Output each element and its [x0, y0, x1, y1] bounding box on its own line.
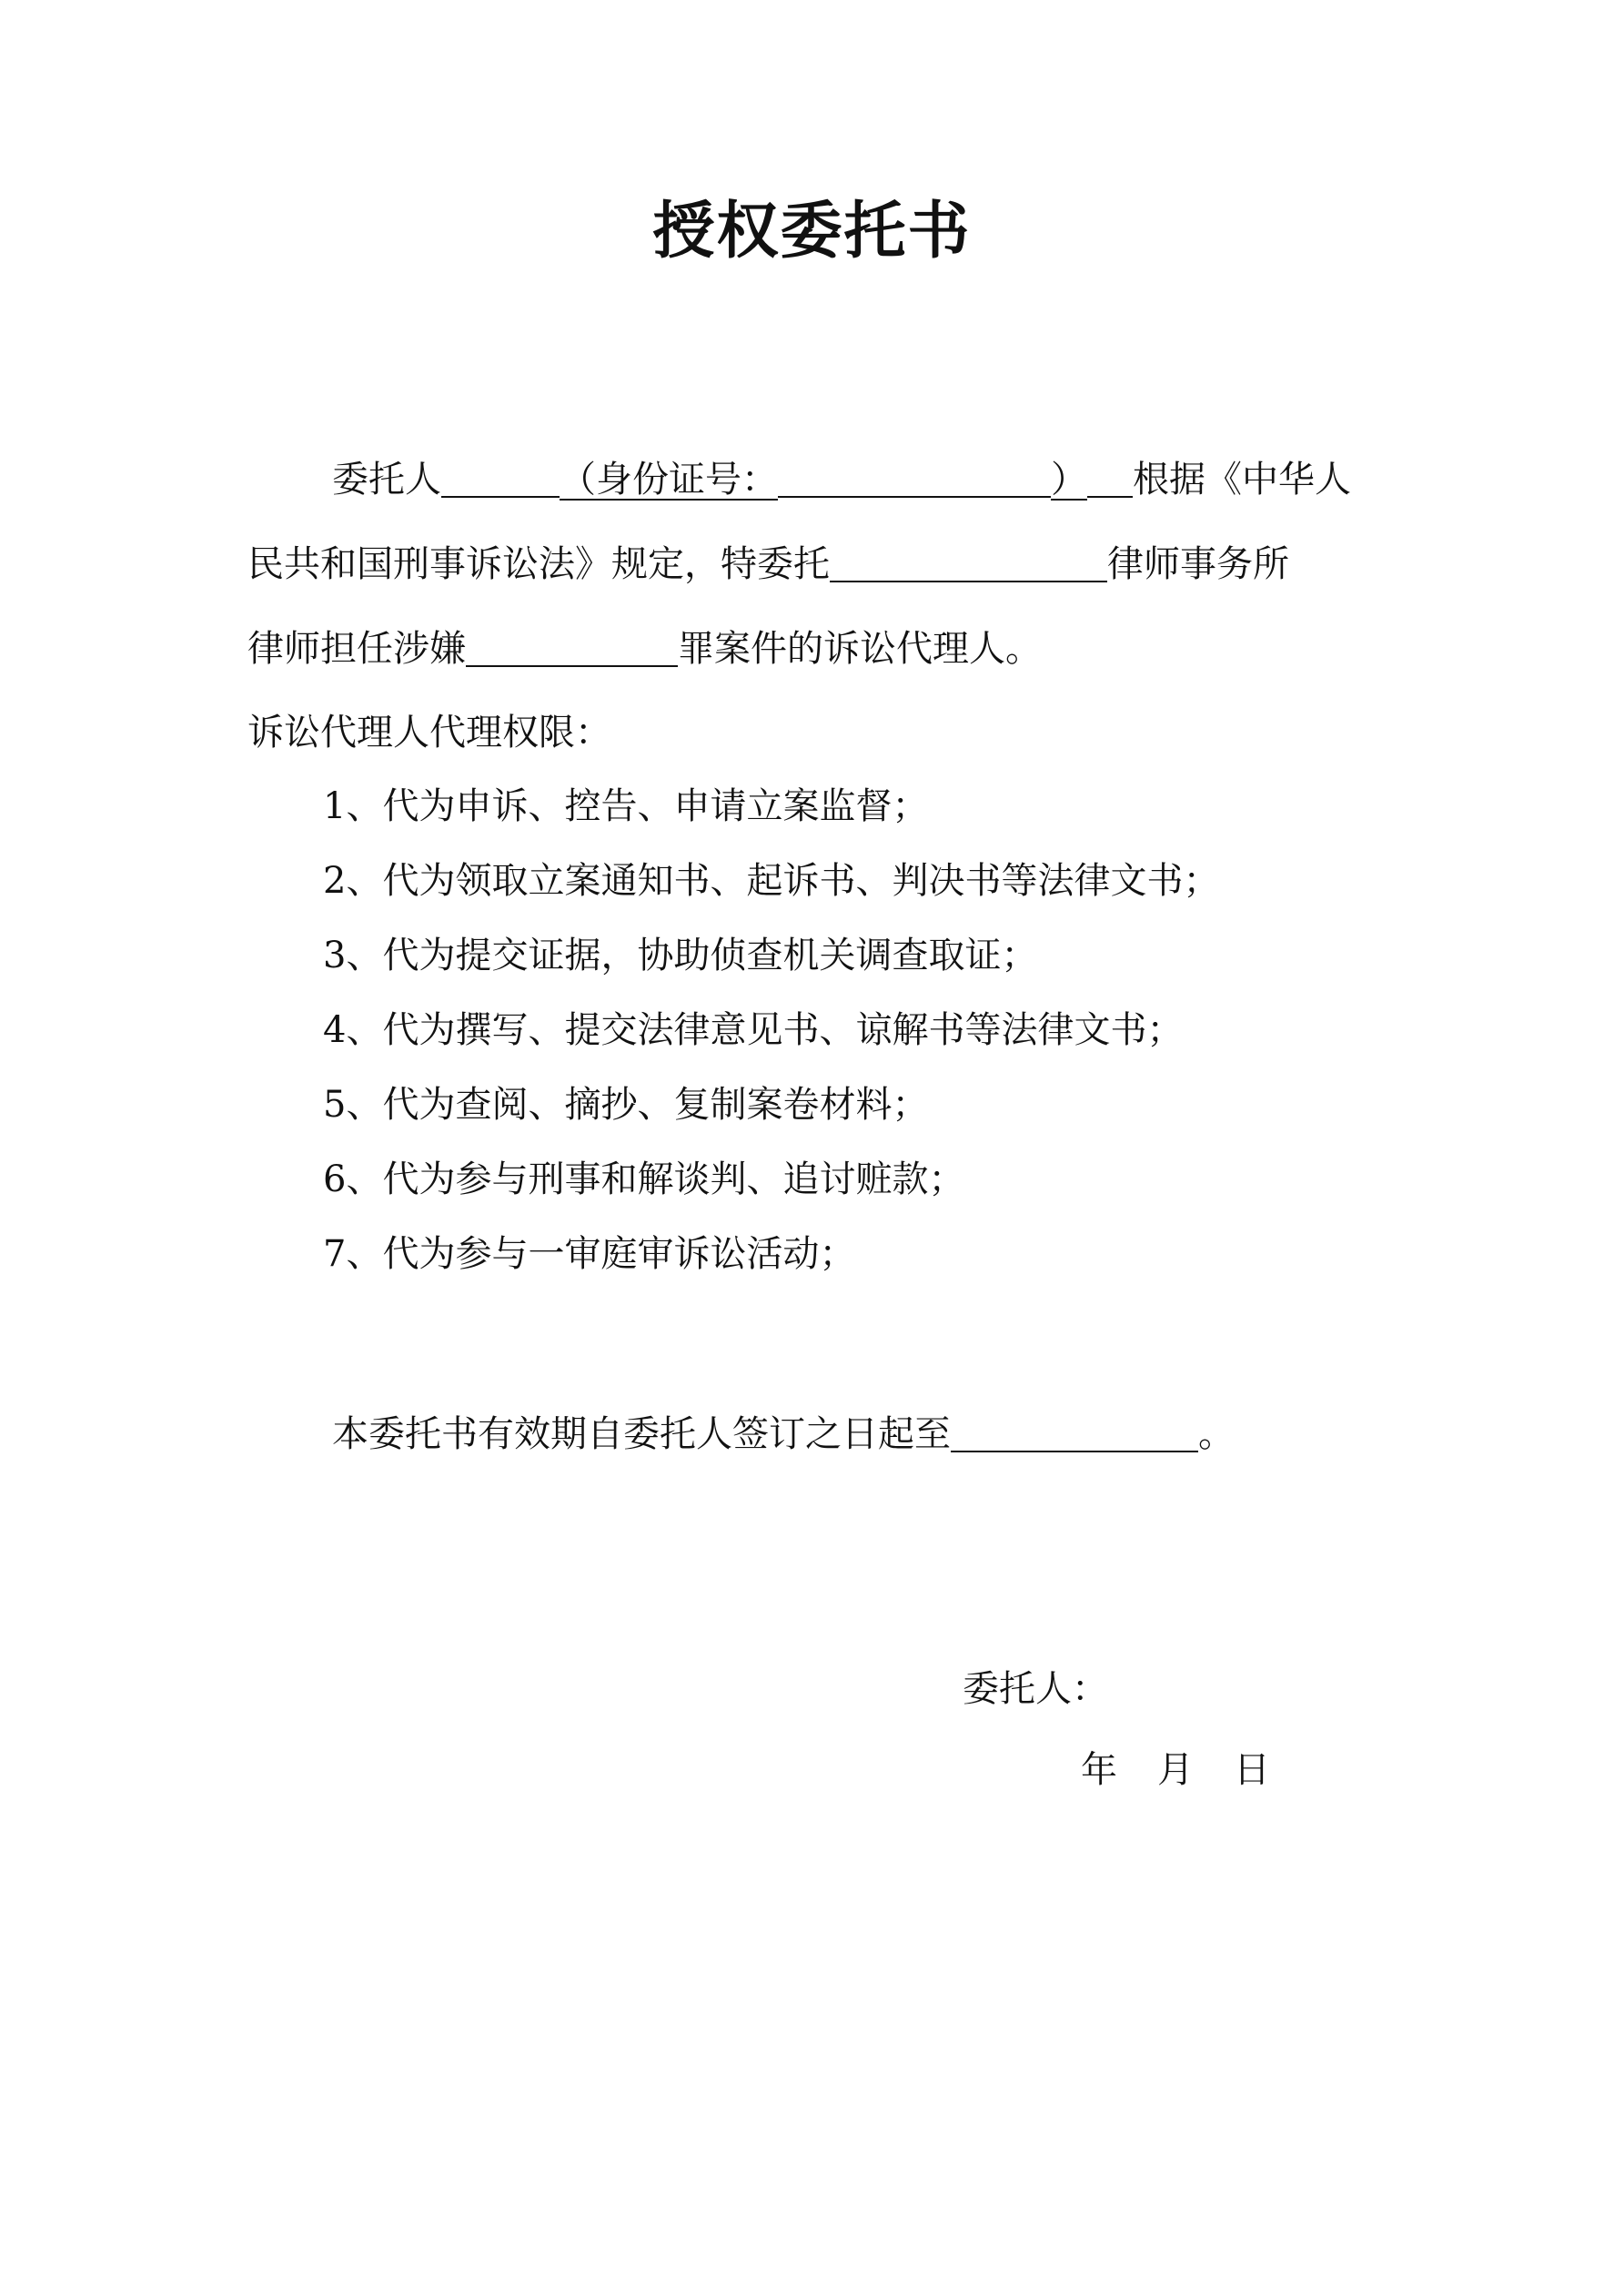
validity-end: 。 — [1198, 1413, 1235, 1455]
powers-heading: 诉讼代理人代理权限： — [247, 712, 611, 754]
crime-blank[interactable] — [466, 629, 678, 667]
suspect-text: 律师担任涉嫌 — [247, 628, 466, 670]
id-number-close: ） — [1051, 459, 1087, 501]
document-title: 授权委托书 — [652, 195, 972, 268]
entrust-text: 民共和国刑事诉讼法》规定，特委托 — [247, 543, 830, 585]
power-item: 6、代为参与刑事和解谈判、追讨赃款； — [323, 1158, 965, 1200]
id-number-blank[interactable] — [778, 460, 1051, 498]
principal-name-blank[interactable] — [441, 460, 560, 498]
power-item: 3、代为提交证据，协助侦查机关调查取证； — [323, 935, 1038, 976]
power-item: 1、代为申诉、控告、申请立案监督； — [323, 785, 929, 827]
signature-date — [1081, 1749, 1270, 1791]
id-tail-blank[interactable] — [1087, 460, 1133, 498]
paragraph-line-2 — [247, 543, 1289, 585]
validity-text: 本委托书有效期自委托人签订之日起至 — [332, 1413, 951, 1455]
date-month-label: 月 — [1157, 1749, 1194, 1791]
paragraph-line-1 — [332, 459, 1351, 501]
id-number-label: （身份证号： — [560, 459, 778, 501]
date-day-label: 日 — [1234, 1749, 1270, 1791]
power-item: 4、代为撰写、提交法律意见书、谅解书等法律文书； — [323, 1009, 1184, 1051]
power-item: 7、代为参与一审庭审诉讼活动； — [323, 1233, 856, 1275]
signature-label: 委托人： — [963, 1668, 1108, 1710]
law-firm-label: 律师事务所 — [1107, 543, 1289, 585]
validity-line — [332, 1413, 1235, 1455]
paragraph-line-3 — [247, 628, 1042, 670]
principal-label: 委托人 — [332, 459, 441, 501]
agent-text: 罪案件的诉讼代理人。 — [678, 628, 1042, 670]
power-item: 2、代为领取立案通知书、起诉书、判决书等法律文书； — [323, 860, 1220, 902]
legal-basis-text: 根据《中华人 — [1133, 459, 1351, 501]
law-firm-blank[interactable] — [830, 544, 1107, 582]
expiry-date-blank[interactable] — [951, 1414, 1198, 1452]
power-item: 5、代为查阅、摘抄、复制案卷材料； — [323, 1084, 929, 1126]
date-year-label: 年 — [1081, 1749, 1117, 1791]
